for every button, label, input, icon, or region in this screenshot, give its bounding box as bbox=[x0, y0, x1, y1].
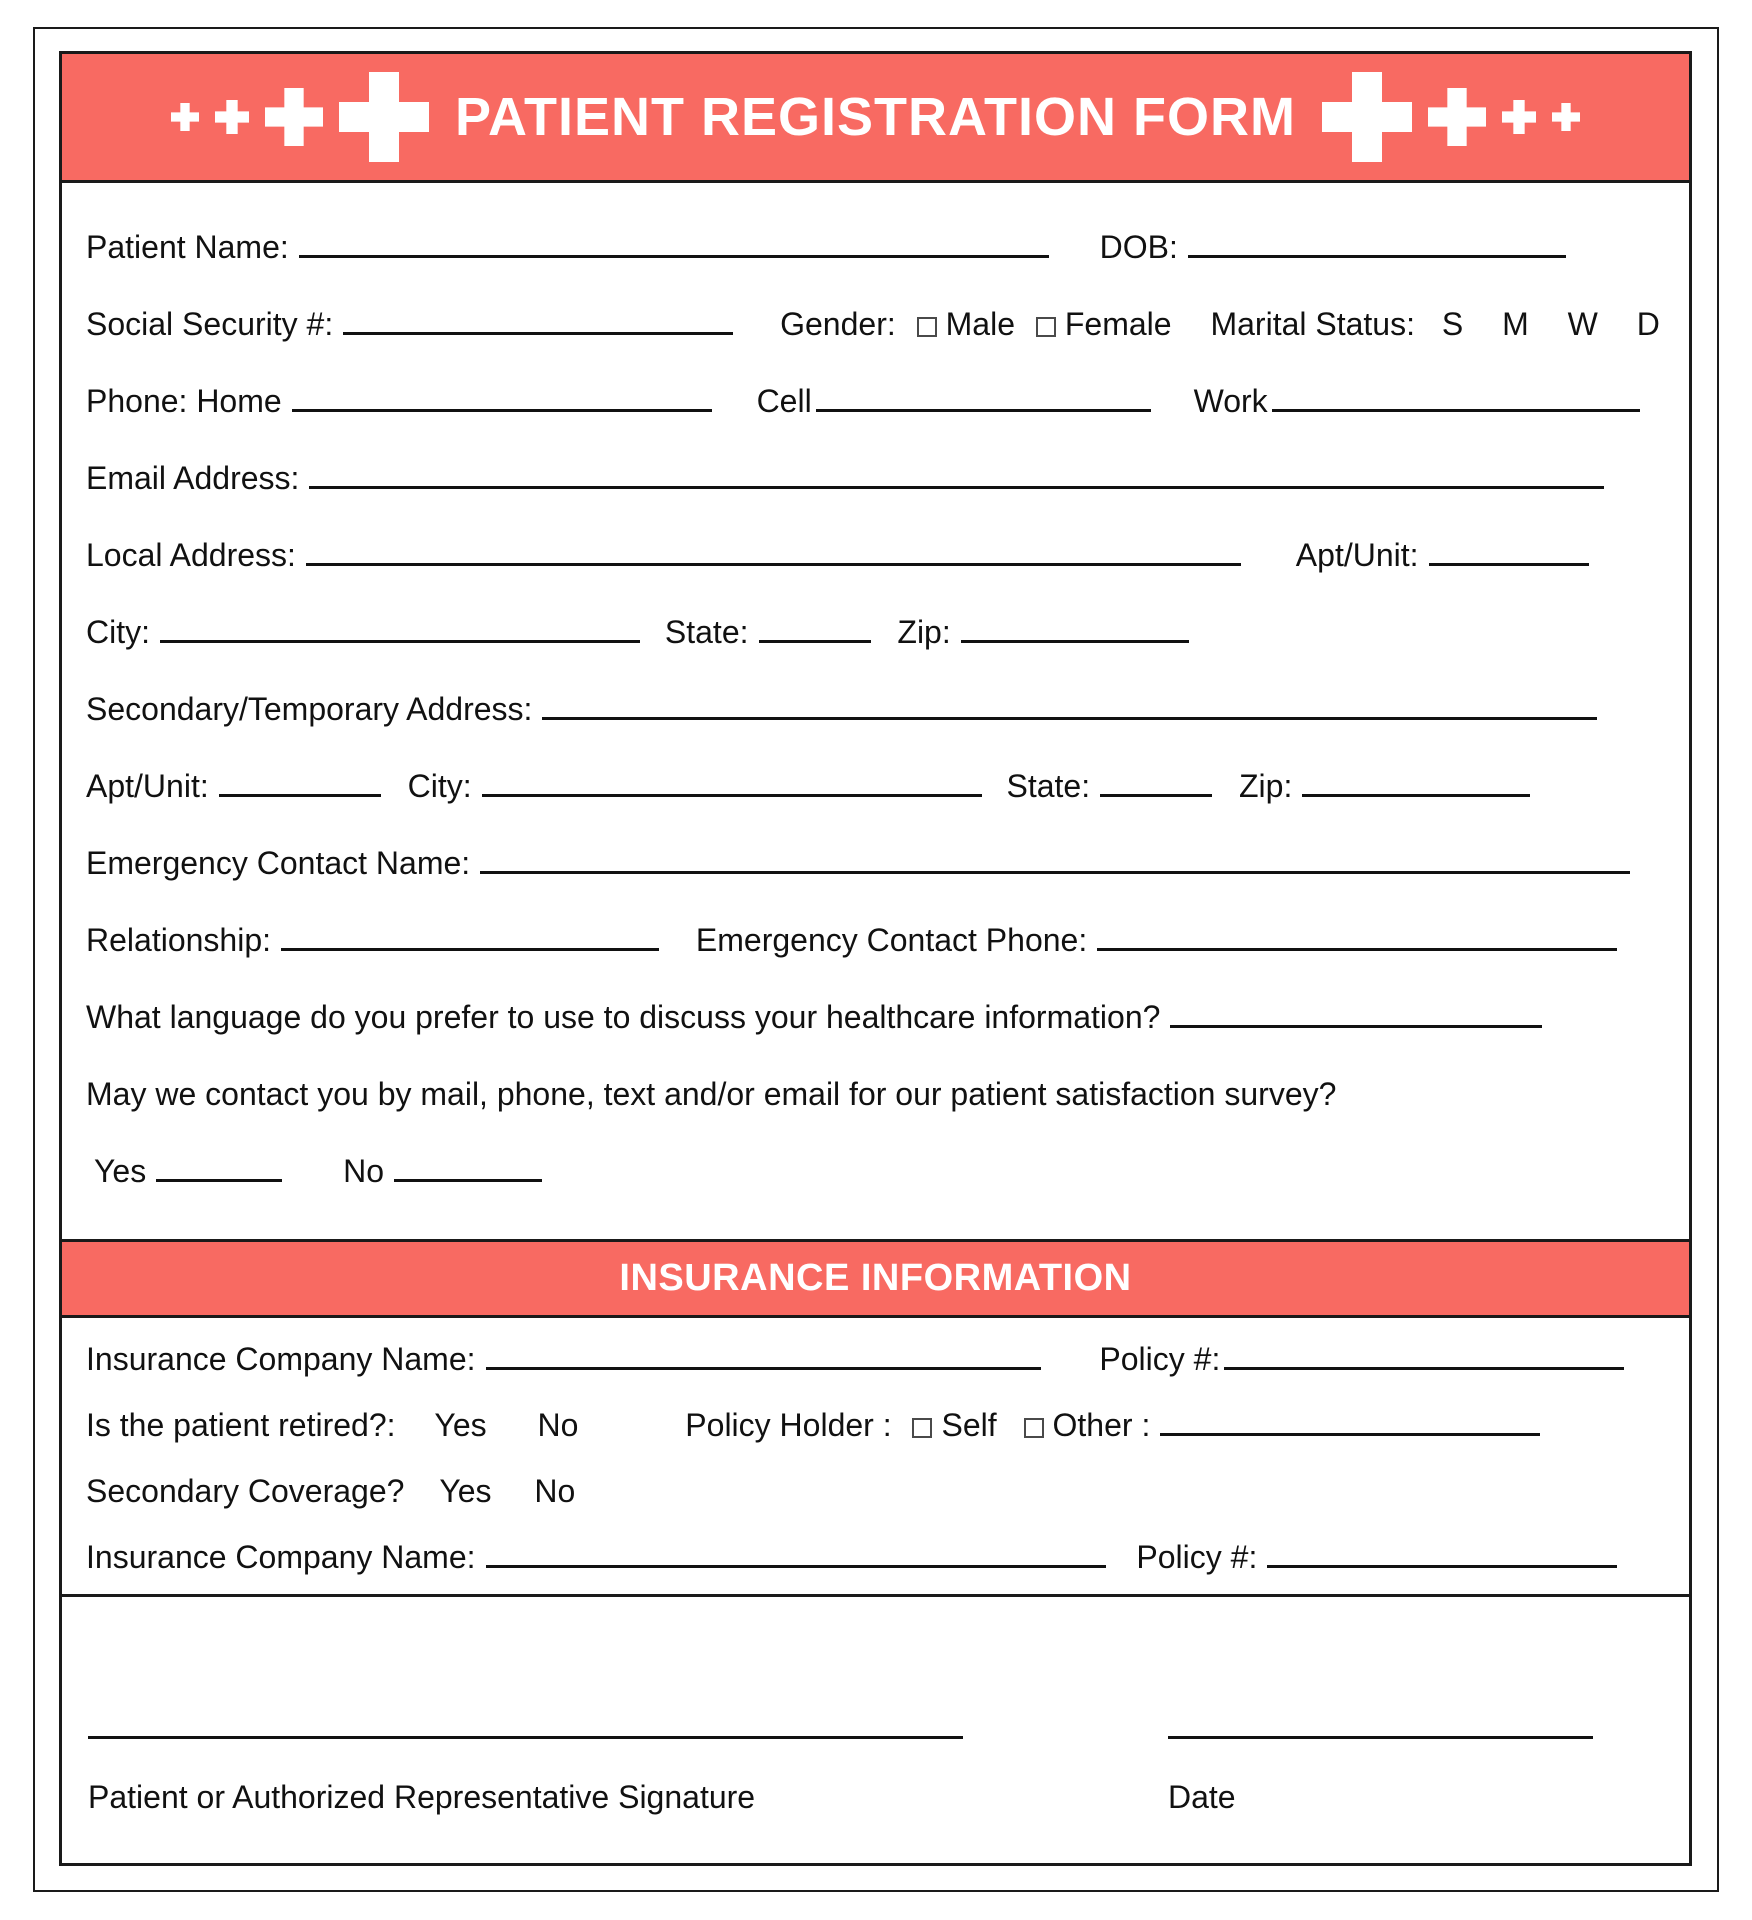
insurance-company-name-field-line[interactable] bbox=[486, 1360, 1041, 1370]
state-field-line[interactable] bbox=[759, 633, 871, 643]
policy-holder-other-field-line[interactable] bbox=[1160, 1426, 1540, 1436]
policy-holder-label: Policy Holder : bbox=[685, 1407, 892, 1443]
form-header-band bbox=[62, 54, 1689, 183]
state-label: State: bbox=[664, 614, 749, 650]
signature-field-line[interactable] bbox=[88, 1729, 963, 1739]
retired-yes-label[interactable]: Yes bbox=[434, 1407, 487, 1443]
medical-cross-icon bbox=[1502, 100, 1536, 134]
survey-no-label: No bbox=[343, 1153, 384, 1189]
secondary-address-field-line[interactable] bbox=[542, 710, 1597, 720]
email-field-line[interactable] bbox=[309, 479, 1604, 489]
dob-label: DOB: bbox=[1099, 229, 1178, 265]
survey-question-label: May we contact you by mail, phone, text and/or email for our patient satisfaction survey? bbox=[86, 1076, 1337, 1112]
cross-icons-left bbox=[171, 72, 429, 162]
phone-home-label: Phone: Home bbox=[86, 383, 282, 419]
emergency-contact-name-row bbox=[86, 825, 1689, 902]
signature-lines-row bbox=[88, 1725, 1689, 1745]
language-field-line[interactable] bbox=[1170, 1018, 1542, 1028]
local-address-field-line[interactable] bbox=[306, 556, 1241, 566]
female-label: Female bbox=[1064, 306, 1172, 342]
policy-number-field-line[interactable] bbox=[1224, 1360, 1624, 1370]
secondary-address-label: Secondary/Temporary Address: bbox=[86, 691, 533, 727]
medical-cross-icon bbox=[1552, 103, 1580, 131]
survey-question-row bbox=[86, 1056, 1689, 1133]
secondary-coverage-no-label[interactable]: No bbox=[534, 1473, 576, 1509]
secondary-apt-unit-label: Apt/Unit: bbox=[86, 768, 209, 804]
city-state-zip-row bbox=[86, 594, 1689, 671]
emergency-contact-name-field-line[interactable] bbox=[480, 864, 1630, 874]
insurance-section-title: INSURANCE INFORMATION bbox=[619, 1257, 1132, 1299]
policy-holder-self-label: Self bbox=[941, 1407, 997, 1443]
policy-holder-other-checkbox[interactable] bbox=[1024, 1418, 1044, 1438]
zip-field-line[interactable] bbox=[961, 633, 1189, 643]
marital-option-married[interactable]: M bbox=[1502, 306, 1529, 342]
signature-section bbox=[62, 1594, 1689, 1863]
language-question-row bbox=[86, 979, 1689, 1056]
emergency-contact-phone-field-line[interactable] bbox=[1097, 941, 1617, 951]
secondary-insurance-company-name-field-line[interactable] bbox=[486, 1558, 1106, 1568]
secondary-apt-unit-field-line[interactable] bbox=[219, 787, 381, 797]
survey-yes-label: Yes bbox=[94, 1153, 147, 1189]
zip-label: Zip: bbox=[897, 614, 951, 650]
secondary-coverage-label: Secondary Coverage? bbox=[86, 1473, 405, 1509]
ssn-label: Social Security #: bbox=[86, 306, 334, 342]
marital-option-divorced[interactable]: D bbox=[1636, 306, 1660, 342]
survey-answer-row bbox=[86, 1133, 1689, 1210]
work-field-line[interactable] bbox=[1272, 402, 1640, 412]
retired-policy-holder-row bbox=[86, 1392, 1689, 1458]
patient-info-section bbox=[62, 183, 1689, 1239]
form-title: PATIENT REGISTRATION FORM bbox=[455, 87, 1296, 147]
page-outer-border bbox=[33, 27, 1719, 1892]
retired-question-label: Is the patient retired?: bbox=[86, 1407, 396, 1443]
cell-field-line[interactable] bbox=[816, 402, 1151, 412]
male-label: Male bbox=[945, 306, 1015, 342]
female-checkbox[interactable] bbox=[1036, 317, 1056, 337]
secondary-policy-number-label: Policy #: bbox=[1136, 1539, 1258, 1575]
ssn-gender-marital-row bbox=[86, 286, 1689, 363]
secondary-coverage-yes-label[interactable]: Yes bbox=[439, 1473, 492, 1509]
language-question-label: What language do you prefer to use to discuss your healthcare information? bbox=[86, 999, 1161, 1035]
secondary-coverage-row bbox=[86, 1458, 1689, 1524]
ssn-field-line[interactable] bbox=[343, 325, 733, 335]
relationship-field-line[interactable] bbox=[281, 941, 659, 951]
gender-label: Gender: bbox=[780, 306, 896, 342]
email-label: Email Address: bbox=[86, 460, 300, 496]
city-field-line[interactable] bbox=[160, 633, 640, 643]
secondary-zip-label: Zip: bbox=[1239, 768, 1293, 804]
secondary-zip-field-line[interactable] bbox=[1302, 787, 1530, 797]
secondary-city-field-line[interactable] bbox=[482, 787, 982, 797]
policy-holder-self-checkbox[interactable] bbox=[912, 1418, 932, 1438]
patient-name-label: Patient Name: bbox=[86, 229, 289, 265]
retired-no-label[interactable]: No bbox=[537, 1407, 579, 1443]
marital-option-single[interactable]: S bbox=[1441, 306, 1464, 342]
apt-unit-label: Apt/Unit: bbox=[1295, 537, 1419, 573]
city-label: City: bbox=[86, 614, 150, 650]
insurance-section-header bbox=[62, 1239, 1689, 1318]
secondary-insurance-company-row bbox=[86, 1524, 1689, 1590]
cell-label: Cell bbox=[756, 383, 812, 419]
marital-option-widowed[interactable]: W bbox=[1567, 306, 1598, 342]
marital-status-label: Marital Status: bbox=[1210, 306, 1415, 342]
patient-name-row bbox=[86, 209, 1689, 286]
medical-cross-icon bbox=[215, 100, 249, 134]
dob-field-line[interactable] bbox=[1188, 248, 1566, 258]
medical-cross-icon bbox=[339, 72, 429, 162]
secondary-state-label: State: bbox=[1006, 768, 1091, 804]
date-field-line[interactable] bbox=[1168, 1729, 1593, 1739]
medical-cross-icon bbox=[1322, 72, 1412, 162]
medical-cross-icon bbox=[1428, 88, 1486, 146]
local-address-row bbox=[86, 517, 1689, 594]
patient-name-field-line[interactable] bbox=[299, 248, 1049, 258]
date-label: Date bbox=[1168, 1779, 1236, 1815]
survey-no-field-line[interactable] bbox=[394, 1172, 542, 1182]
apt-unit-field-line[interactable] bbox=[1429, 556, 1589, 566]
relationship-row bbox=[86, 902, 1689, 979]
cross-icons-right bbox=[1322, 72, 1580, 162]
emergency-contact-name-label: Emergency Contact Name: bbox=[86, 845, 471, 881]
secondary-policy-number-field-line[interactable] bbox=[1267, 1558, 1617, 1568]
work-label: Work bbox=[1193, 383, 1268, 419]
relationship-label: Relationship: bbox=[86, 922, 271, 958]
policy-number-label: Policy #: bbox=[1099, 1341, 1221, 1377]
insurance-company-name-label: Insurance Company Name: bbox=[86, 1341, 476, 1377]
policy-holder-other-label: Other : bbox=[1052, 1407, 1151, 1443]
signature-labels-row bbox=[88, 1779, 1689, 1816]
insurance-company-row bbox=[86, 1326, 1689, 1392]
male-checkbox[interactable] bbox=[917, 317, 937, 337]
medical-cross-icon bbox=[265, 88, 323, 146]
insurance-info-section bbox=[62, 1318, 1689, 1594]
secondary-city-label: City: bbox=[407, 768, 472, 804]
secondary-insurance-company-name-label: Insurance Company Name: bbox=[86, 1539, 476, 1575]
phone-home-field-line[interactable] bbox=[292, 402, 712, 412]
registration-form bbox=[59, 51, 1692, 1866]
secondary-city-state-zip-row bbox=[86, 748, 1689, 825]
emergency-contact-phone-label: Emergency Contact Phone: bbox=[695, 922, 1088, 958]
local-address-label: Local Address: bbox=[86, 537, 296, 573]
medical-cross-icon bbox=[171, 103, 199, 131]
phone-row bbox=[86, 363, 1689, 440]
email-row bbox=[86, 440, 1689, 517]
secondary-state-field-line[interactable] bbox=[1100, 787, 1212, 797]
signature-label: Patient or Authorized Representative Signature bbox=[88, 1779, 756, 1815]
secondary-address-row bbox=[86, 671, 1689, 748]
survey-yes-field-line[interactable] bbox=[156, 1172, 282, 1182]
